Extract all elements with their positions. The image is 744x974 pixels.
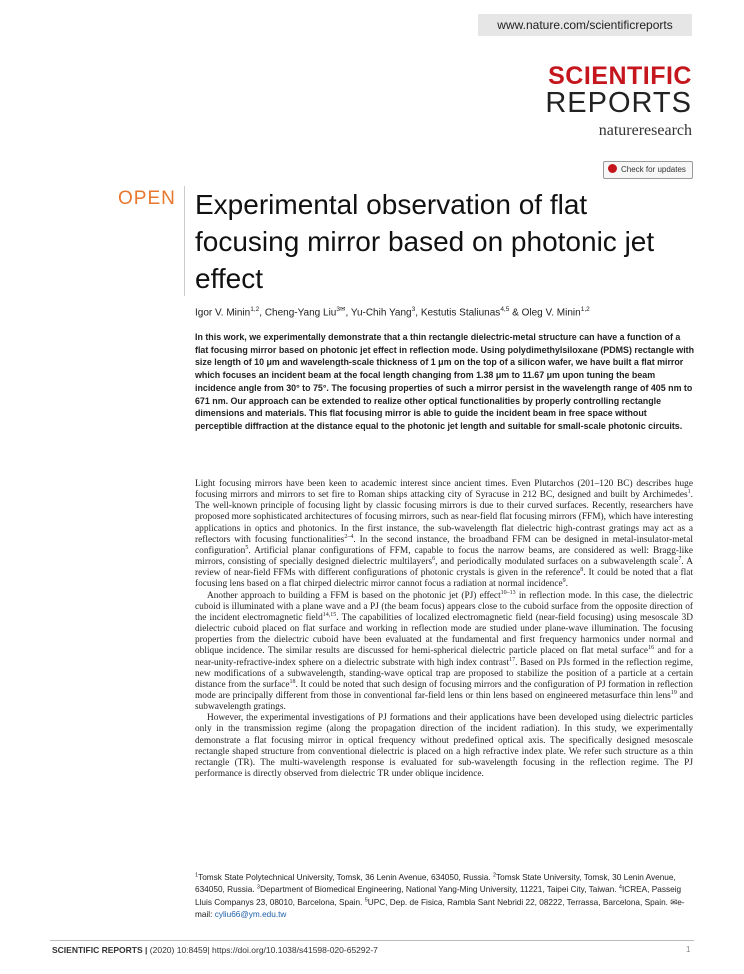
text-run: . [565,579,568,590]
author-affiliation-mark: 3✉ [336,306,346,313]
citation-superscript[interactable]: 16 [648,645,655,652]
text-run: and subwavelength gratings. [195,690,694,713]
open-access-label: OPEN [118,188,176,209]
author-affiliation-mark: 1,2 [580,306,590,313]
text-run: . It could be noted that such design of focusing mirrors and the configuration of PJ formation in reflection mode are principally different from those in conventional far-field lens or thin lens based on engineered metasurface thin lens [195,679,693,701]
check-updates-button[interactable] [603,161,693,179]
text-run: ICREA, Passeig Lluis Companys 23, 08010, Barcelona, Spain. [195,885,682,907]
citation-superscript[interactable]: 18 [289,678,296,685]
author-affiliation-mark: 1,2 [250,306,260,313]
citation-superscript[interactable]: 5 [364,896,368,903]
text-run: in reflection mode. In this case, the dielectric cuboid is illuminated with a plane wave and a PJ (the beam focus) appears close to the cuboid surface from the opposite direction of the incident electromagnetic field [195,590,693,623]
text-run: Tomsk State Polytechnical University, Tomsk, 36 Lenin Avenue, 634050, Russia. [198,873,493,882]
text-run: Tomsk State University, Tomsk, 30 Lenin Avenue, 634050, Russia. [195,873,676,895]
citation-superscript[interactable]: 1 [195,872,199,879]
author-name[interactable]: Oleg V. Minin [521,307,581,319]
logo-scientific: SCIENTIFIC [548,62,692,90]
footer-citation: (2020) 10:8459 [149,945,208,955]
citation-superscript[interactable]: 4 [618,884,622,891]
email-link[interactable]: cyliu66@ym.edu.tw [214,909,287,919]
text-run: . In the second instance, the broadband FFM can be designed in metal-insulator-metal configuration [195,534,694,556]
journal-url-bar[interactable]: www.nature.com/scientificreports [478,14,692,36]
footer-journal: SCIENTIFIC REPORTS | [52,945,148,955]
citation-superscript[interactable]: 6 [432,555,436,562]
article-title: Experimental observation of flat focusing mirror based on photonic jet effect [195,189,655,294]
citation-superscript[interactable]: 14,15 [322,611,337,618]
text-run: Another approach to building a FFM is based on the photonic jet (PJ) effect [207,590,501,601]
citation-superscript[interactable]: 3 [256,884,260,891]
footer-divider [50,940,694,941]
body-paragraph [195,479,693,591]
text-run: Department of Biomedical Engineering, National Yang-Ming University, 11221, Taipei City, Taiwan. [259,885,619,895]
text-run: ✉e-mail: [195,897,685,919]
abstract: In this work, we experimentally demonstrate that a thin rectangle dielectric-metal structure can have a function of a flat focusing mirror based on photonic jet effect in reflection mode. Using polydimethylsiloxane (PDMS) rectangle with size length of 10 μm and wavelength-scale thickness of 1 μm on the top of a silicon wafer, we have built a flat mirror which focuses an incident beam at the focal length changing from 1.38 μm to 11.67 μm upon tuning the beam incidence angle from 30° to 75°. The focusing properties of such a mirror persist in the wavelength range of 405 nm to 671 nm. Our approach can be extended to realize other optical functionalities by properly controlling rectangle dimensions and materials. This flat focusing mirror is able to guide the incident beam in free space without perceptible diffraction at the distance equal to the photonic jet length and suitable for small-scale photonic circuits. [195,332,695,431]
crossmark-icon [608,164,617,173]
citation-superscript[interactable]: 2 [492,872,496,879]
text-run: . The well-known principle of focusing light by classic focusing mirrors is due to their curved surfaces. Recently, researchers have proposed more sophisticated architectures of focusing mirrors, such as near-field flat focusing mirrors (FFM), which have interesting applications in optics and photonics. In the first instance, the sub-wavelength flat dielectric high-contrast gratings may act as a reflectors with focusing functionalities [195,490,693,545]
citation-superscript[interactable]: 2–4 [344,533,354,540]
author-affiliation-mark: 3 [411,306,416,313]
journal-logo[interactable] [545,64,692,140]
citation-superscript[interactable]: 10–13 [500,589,516,596]
text-run: . Based on PJs formed in the reflection regime, new modifications of a subwavelength, standing-wave optical trap are proposed to stabilize the position of a particle at a certain distance from the surface [195,657,693,690]
text-run: and for a near-unity-refractive-index sphere on a dielectric substrate with high index contrast [195,646,693,668]
author-name[interactable]: Kestutis Staliunas [420,307,501,319]
citation-superscript[interactable]: 9 [562,578,566,585]
footer-doi-link[interactable]: | https://doi.org/10.1038/s41598-020-65292-7 [207,945,378,955]
text-run: Light focusing mirrors have been keen to academic interest since ancient times. Even Plutarchos (201–120 BC) describes huge focusing mirrors and mirrors to set fire to Roman ships attacking city of Syracuse in 212 BC, designed and built by Archimedes [195,479,693,501]
citation-superscript[interactable]: 1 [687,489,691,496]
text-run: . The capabilities of localized electromagnetic field (near-field focusing) using mesoscale 3D dielectric cuboid placed on flat surface and working in reflection mode are studied under plane-wave illumination. The focusing properties from the dielectric cuboid have been evaluated at the fundamental and first frequency harmonics under normal and oblique incidence. The similar results are discussed for hemi-spherical dielectric particle placed on flat metal surface [195,612,693,657]
check-updates-label: Check for updates [621,165,686,174]
citation-superscript[interactable]: 7 [678,555,682,562]
author-name[interactable]: Yu-Chih Yang [350,307,412,319]
logo-reports: REPORTS [545,87,692,119]
body-paragraph [195,713,693,780]
text-run: However, the experimental investigations of PJ formations and their applications have been developed using dielectric particles only in the transmission regime (along the propagation direction of the incident radiation). In this study, we experimentally demonstrate a flat focusing mirror in optical frequency without predefined optical axis. The specifically designed mesoscale rectangle shaped structure from conventional dielectric is placed on a high refractive index plate. We refer such structure as a thin rectangle (TR). The multi-wavelength response is evaluated for sub-wavelength focusing in the reflection regime. The PJ performance is directly observed from dielectric TR under oblique incidence. [195,713,693,780]
text-run: UPC, Dep. de Fisica, Rambla Sant Nebridi 22, 08222, Terrassa, Barcelona, Spain. [367,897,671,907]
author-list: Igor V. Minin$^{1,2}$, Cheng-Yang Liu$^{3✉}$, Yu-Chih Yang$^3$, Kestutis Staliunas$^{4,5}$ & Oleg V. Minin$^{1,2}$ [195,306,590,319]
article-body [195,479,693,780]
body-paragraph [195,591,693,714]
logo-nature-research: natureresearch [598,122,692,139]
author-affiliation-mark: 4,5 [500,306,510,313]
text-run: . Artificial planar configurations of FFM, capable to focus the narrow beams, are considered as well: Bragg-like mirrors, consisting of specially designed dielectric multilayers [195,545,693,568]
text-run: . A review of near-field FFMs with different configurations of photonic crystals is given in the reference [195,557,693,579]
page-footer [52,945,378,955]
citation-superscript[interactable]: 19 [670,689,677,696]
text-run: , and periodically modulated surfaces on a subwavelength scale [435,557,679,568]
affiliations [195,872,695,921]
title-divider [184,186,185,296]
citation-superscript[interactable]: 17 [509,656,516,663]
text-run: . It could be noted that a flat focusing lens based on a flat chirped dielectric mirror cannot focus a radiation at normal incidence [195,568,693,590]
citation-superscript[interactable]: 8 [580,567,584,574]
page-number: 1 [686,945,691,954]
citation-superscript[interactable]: 5 [245,544,249,551]
author-name[interactable]: Cheng-Yang Liu [264,307,337,319]
author-name[interactable]: Igor V. Minin [195,307,251,319]
